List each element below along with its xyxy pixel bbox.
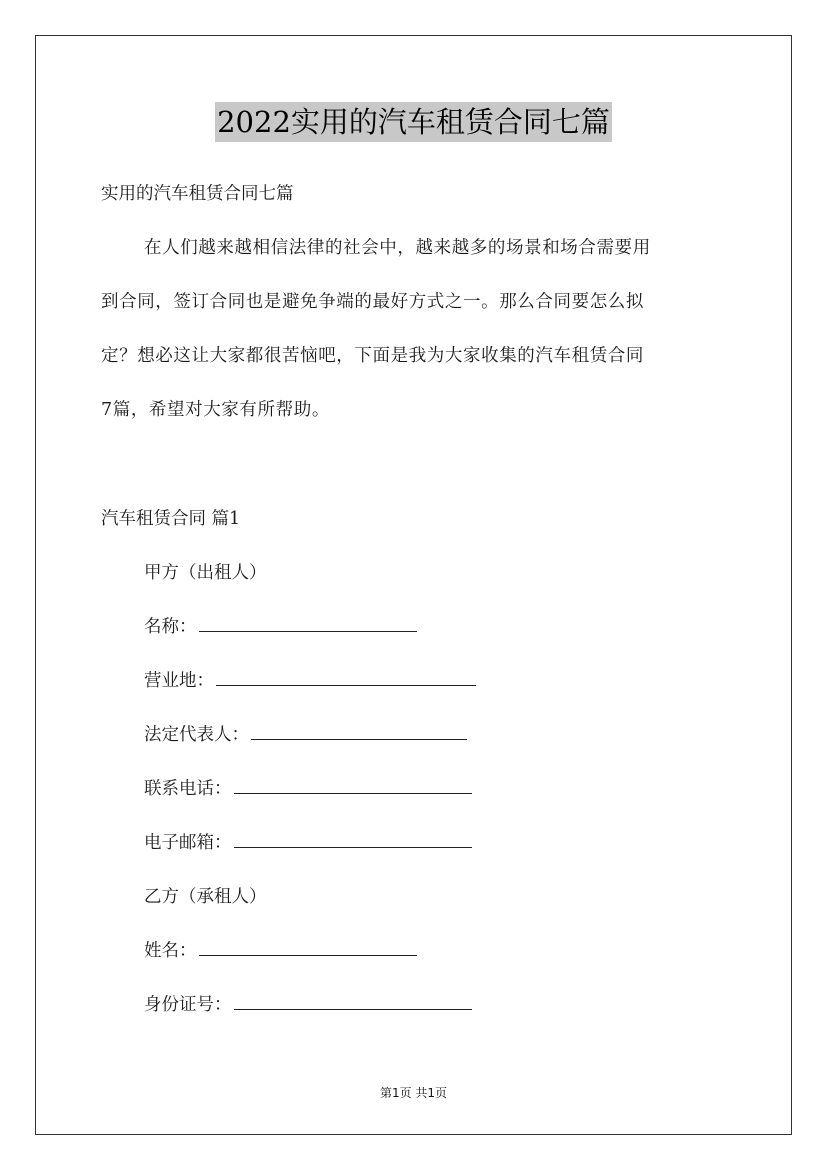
party-a-address-label: 营业地： (144, 671, 214, 691)
party-b-name-blank (199, 937, 417, 956)
section-heading: 汽车租赁合同 篇1 (101, 509, 241, 529)
party-b-heading: 乙方（承租人） (144, 887, 267, 907)
party-a-legal-rep-blank (251, 721, 467, 740)
document-title-text: 2022实用的汽车租赁合同七篇 (215, 102, 612, 142)
party-a-address-blank (216, 667, 476, 686)
page-indicator: 第1页 共1页 (379, 1086, 448, 1100)
page-footer (0, 1084, 827, 1101)
party-a-email-label: 电子邮箱： (144, 833, 232, 853)
party-a-name-blank (199, 613, 417, 632)
party-a-address-field (144, 667, 476, 695)
party-b-name-label: 姓名： (144, 941, 197, 961)
intro-line-2: 到合同，签订合同也是避免争端的最好方式之一。那么合同要怎么拟 (101, 292, 644, 312)
party-a-email-field (144, 829, 472, 857)
party-a-phone-blank (234, 775, 472, 794)
party-a-heading: 甲方（出租人） (144, 563, 267, 583)
party-b-id-field (144, 991, 472, 1019)
intro-line-3: 定？想必这让大家都很苦恼吧，下面是我为大家收集的汽车租赁合同 (101, 346, 644, 366)
party-a-name-field (144, 613, 417, 641)
document-subtitle: 实用的汽车租赁合同七篇 (101, 184, 294, 204)
party-a-email-blank (234, 829, 472, 848)
party-a-phone-label: 联系电话： (144, 779, 232, 799)
party-a-legal-rep-field (144, 721, 467, 749)
party-a-legal-rep-label: 法定代表人： (144, 725, 249, 745)
party-b-id-blank (234, 991, 472, 1010)
party-a-name-label: 名称： (144, 617, 197, 637)
party-a-phone-field (144, 775, 472, 803)
party-b-name-field (144, 937, 417, 965)
intro-line-4: 7篇，希望对大家有所帮助。 (101, 400, 330, 420)
document-title (0, 102, 827, 142)
party-b-id-label: 身份证号： (144, 995, 232, 1015)
intro-line-1: 在人们越来越相信法律的社会中，越来越多的场景和场合需要用 (144, 238, 651, 258)
